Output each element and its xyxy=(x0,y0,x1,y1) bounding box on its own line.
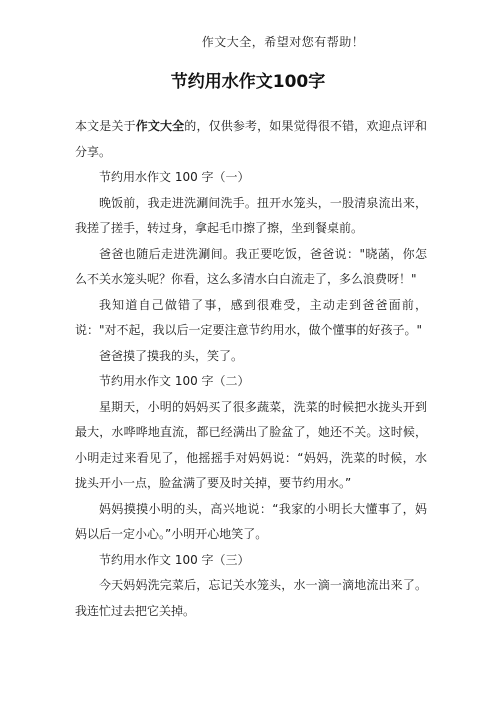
paragraph: 我知道自己做错了事，感到很难受，主动走到爸爸面前，说："对不起，我以后一定要注意节约用水，做个懂事的好孩子。" xyxy=(75,297,427,337)
paragraph: 妈妈摸摸小明的头，高兴地说：“我家的小明长大懂事了，妈妈以后一定小心。”小明开心地笑了。 xyxy=(75,501,427,541)
intro-keyword: 作文大全 xyxy=(135,119,185,133)
paragraph: 爸爸也随后走进洗涮间。我正要吃饭，爸爸说："晓菡，你怎么不关水笼头呢？你看，这么多清水白白流走了，多么浪费呀！" xyxy=(75,246,427,286)
document-body xyxy=(75,114,427,624)
document-title: 节约用水作文100字 xyxy=(170,72,326,92)
section-heading-2: 节约用水作文 100 字（二） xyxy=(99,374,250,388)
paragraph: 今天妈妈洗完菜后，忘记关水笼头，水一滴一滴地流出来了。我连忙过去把它关掉。 xyxy=(75,578,427,618)
paragraph: 爸爸摸了摸我的头，笑了。 xyxy=(99,348,244,363)
paragraph: 星期天，小明的妈妈买了很多蔬菜，洗菜的时候把水拢头开到最大，水哗哗地直流，都已经满出了脸盆了，她还不关。这时候，小明走过来看见了，他摇摇手对妈妈说：“妈妈，洗菜的时候，水拢头开小一点，脸盆满了要及时关掉，要节约用水。” xyxy=(75,399,427,490)
intro-text-before: 本文是关于 xyxy=(75,119,136,133)
intro-text-after: 的，仅供参考，如果觉得很不错，欢迎点评和分享。 xyxy=(75,119,427,159)
section-heading-3: 节约用水作文 100 字（三） xyxy=(99,552,250,567)
header-note: 作文大全，希望对您有帮助！ xyxy=(201,35,365,49)
section-heading-1: 节约用水作文 100 字（一） xyxy=(99,170,250,184)
paragraph: 晚饭前，我走进洗涮间洗手。扭开水笼头，一股清泉流出来，我搓了搓手，转过身，拿起毛巾擦了擦，坐到餐桌前。 xyxy=(75,195,427,235)
intro-paragraph xyxy=(75,114,427,165)
